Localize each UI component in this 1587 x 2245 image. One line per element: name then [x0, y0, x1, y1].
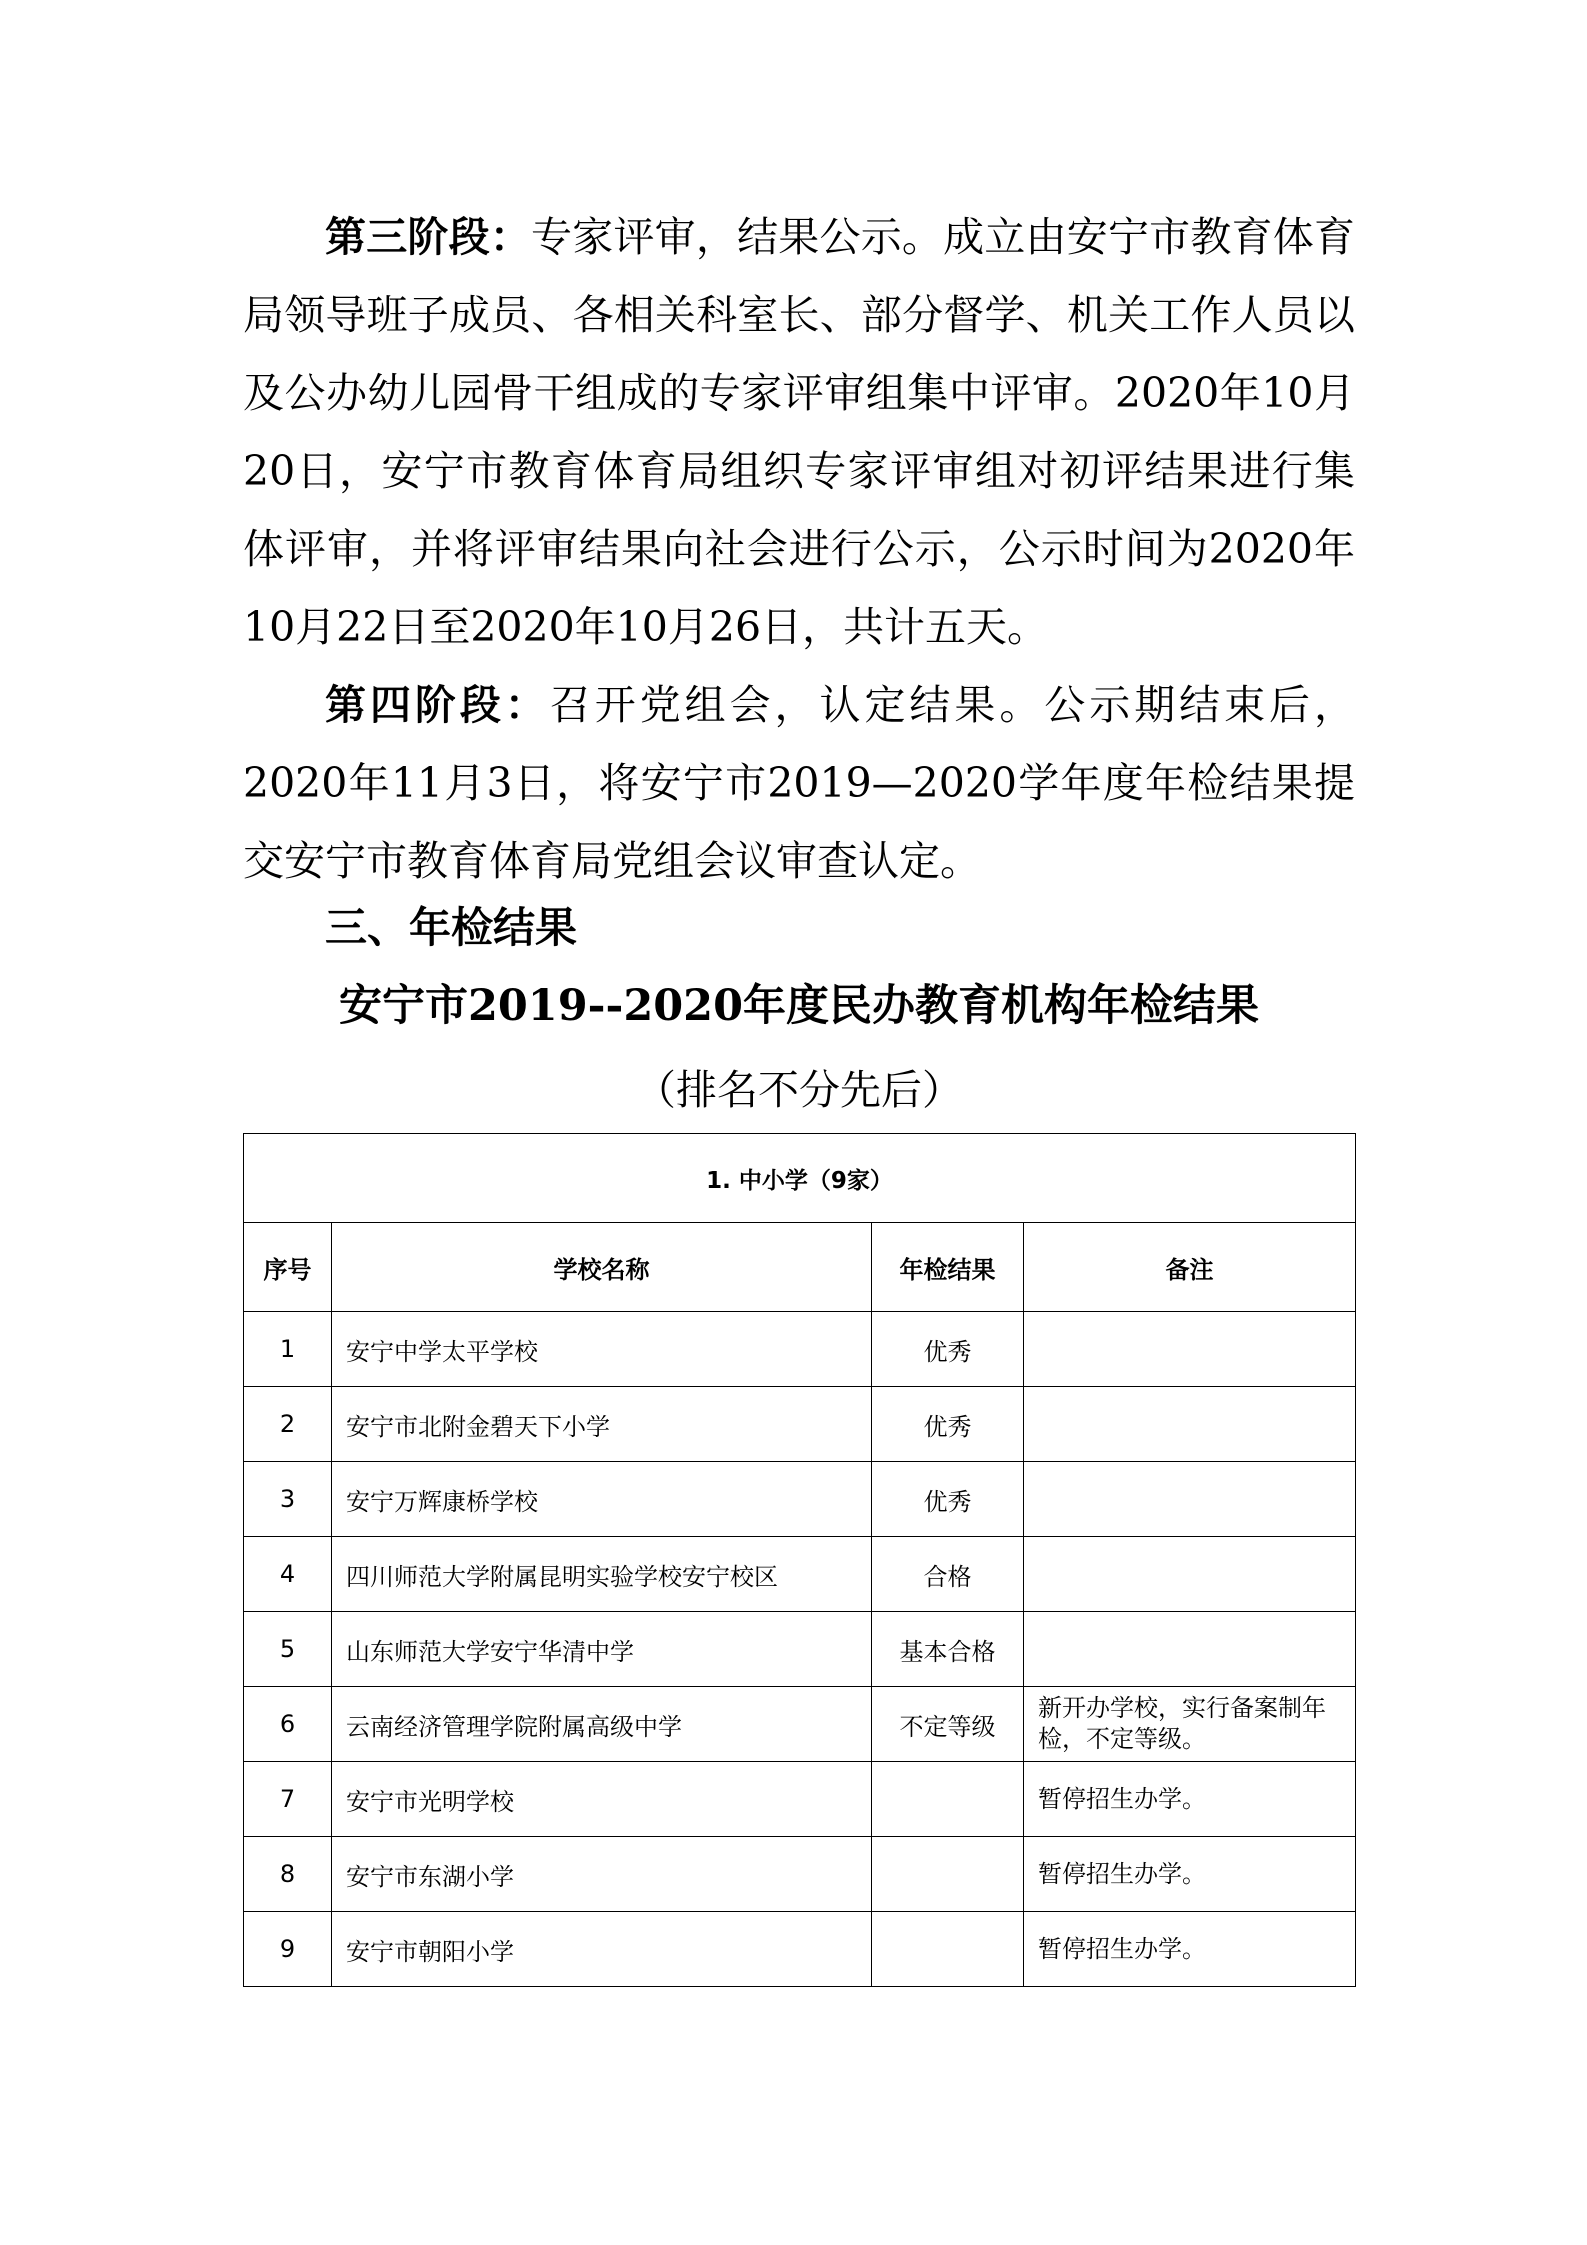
row-school-name: 安宁中学太平学校	[332, 1312, 872, 1387]
header-name: 学校名称	[332, 1223, 872, 1312]
row-no: 5	[244, 1612, 332, 1687]
row-school-name: 山东师范大学安宁华清中学	[332, 1612, 872, 1687]
row-note: 暂停招生办学。	[1024, 1837, 1356, 1912]
row-result: 优秀	[872, 1387, 1024, 1462]
row-school-name: 四川师范大学附属昆明实验学校安宁校区	[332, 1537, 872, 1612]
row-result: 不定等级	[872, 1687, 1024, 1762]
table-row	[244, 1612, 1356, 1687]
row-result: 基本合格	[872, 1612, 1024, 1687]
row-school-name: 安宁市朝阳小学	[332, 1912, 872, 1987]
row-result: 优秀	[872, 1462, 1024, 1537]
row-note	[1024, 1537, 1356, 1612]
row-no: 8	[244, 1837, 332, 1912]
header-result: 年检结果	[872, 1223, 1024, 1312]
table-header-row	[244, 1223, 1356, 1312]
row-no: 1	[244, 1312, 332, 1387]
row-no: 7	[244, 1762, 332, 1837]
row-note: 暂停招生办学。	[1024, 1912, 1356, 1987]
stage-three-lead: 第三阶段：	[325, 213, 532, 261]
row-result	[872, 1837, 1024, 1912]
paragraph-stage-four	[243, 666, 1355, 900]
results-table	[243, 1133, 1356, 1987]
table-row	[244, 1912, 1356, 1987]
paragraph-stage-three	[243, 198, 1355, 666]
row-result	[872, 1762, 1024, 1837]
row-result: 优秀	[872, 1312, 1024, 1387]
table-row	[244, 1312, 1356, 1387]
row-note	[1024, 1387, 1356, 1462]
table-row	[244, 1462, 1356, 1537]
row-school-name: 安宁市北附金碧天下小学	[332, 1387, 872, 1462]
table-row	[244, 1837, 1356, 1912]
table-caption: 1. 中小学（9家）	[244, 1134, 1356, 1223]
row-school-name: 安宁万辉康桥学校	[332, 1462, 872, 1537]
table-row	[244, 1387, 1356, 1462]
table-caption-row	[244, 1134, 1356, 1223]
row-result	[872, 1912, 1024, 1987]
table-row	[244, 1687, 1356, 1762]
row-no: 3	[244, 1462, 332, 1537]
document-title: 安宁市2019--2020年度民办教育机构年检结果	[338, 981, 1260, 1031]
stage-three-text: 专家评审，结果公示。成立由安宁市教育体育局领导班子成员、各相关科室长、部分督学、机关工作人员以及公办幼儿园骨干组成的专家评审组集中评审。2020年10月20日，安宁市教育体育局组织专家评审组对初评结果进行集体评审，并将评审结果向社会进行公示，公示时间为2020年10月22日至2020年10月26日，共计五天。	[243, 213, 1356, 651]
row-no: 6	[244, 1687, 332, 1762]
row-no: 4	[244, 1537, 332, 1612]
table-row	[244, 1762, 1356, 1837]
row-no: 2	[244, 1387, 332, 1462]
document-subtitle: （排名不分先后）	[635, 1066, 963, 1114]
header-note: 备注	[1024, 1223, 1356, 1312]
header-no: 序号	[244, 1223, 332, 1312]
stage-four-lead: 第四阶段：	[325, 681, 550, 729]
row-note: 暂停招生办学。	[1024, 1762, 1356, 1837]
stage-four-text: 召开党组会，认定结果。公示期结束后，2020年11月3日，将安宁市2019—2020学年度年检结果提交安宁市教育体育局党组会议审查认定。	[243, 681, 1356, 885]
row-no: 9	[244, 1912, 332, 1987]
row-school-name: 安宁市光明学校	[332, 1762, 872, 1837]
table-row	[244, 1537, 1356, 1612]
row-note	[1024, 1612, 1356, 1687]
row-note	[1024, 1462, 1356, 1537]
row-school-name: 安宁市东湖小学	[332, 1837, 872, 1912]
row-school-name: 云南经济管理学院附属高级中学	[332, 1687, 872, 1762]
section-heading: 三、年检结果	[325, 903, 578, 952]
row-note: 新开办学校，实行备案制年检，不定等级。	[1024, 1687, 1356, 1762]
row-note	[1024, 1312, 1356, 1387]
row-result: 合格	[872, 1537, 1024, 1612]
